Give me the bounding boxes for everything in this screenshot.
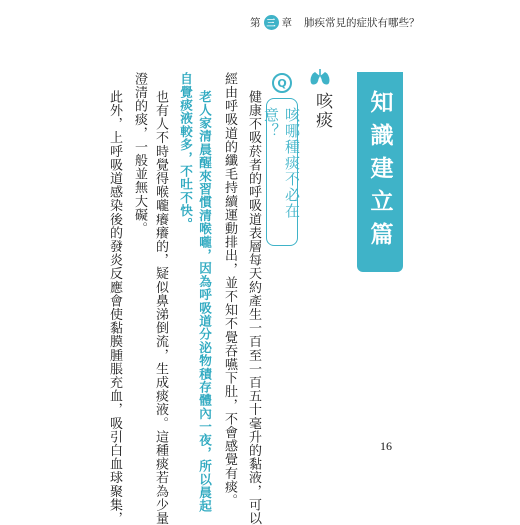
topic-heading: 咳痰	[312, 92, 332, 130]
chapter-suffix: 章	[281, 16, 292, 29]
body-column: 此外，上呼吸道感染後的發炎反應會使黏膜腫脹充血，吸引白血球聚集，	[107, 90, 122, 525]
body-column: 澄清的痰，一般並無大礙。	[132, 72, 147, 236]
chapter-title: 肺疾常見的症狀有哪些？	[304, 16, 420, 29]
question-text: 咳哪種痰不必在意？	[262, 107, 301, 219]
section-banner-title: 知識建立篇	[366, 90, 393, 255]
body-column: 也有人不時覺得喉嚨癢癢的，疑似鼻涕倒流，生成痰液。這種痰若為少量	[153, 90, 168, 525]
body-column: 健康不吸菸者的呼吸道表層每天約產生一百至一百五十毫升的黏液，可以	[246, 90, 261, 525]
body-column: 老人家清晨醒來習慣清喉嚨，因為呼吸道分泌物積存體內一夜，所以晨起	[197, 90, 212, 513]
question-box	[262, 98, 301, 246]
question-icon: Q	[272, 73, 292, 93]
running-header	[250, 14, 420, 30]
section-banner	[357, 72, 403, 272]
chapter-number-badge: 三	[264, 15, 279, 30]
page-number: 16	[380, 439, 392, 453]
body-column: 自覺痰液較多，不吐不快。	[178, 72, 193, 231]
chapter-prefix: 第	[250, 16, 261, 29]
body-column: 經由呼吸道的纖毛持續運動排出，並不知不覺吞嚥下肚，不會感覺有痰。	[222, 72, 237, 508]
lung-icon	[309, 68, 331, 86]
